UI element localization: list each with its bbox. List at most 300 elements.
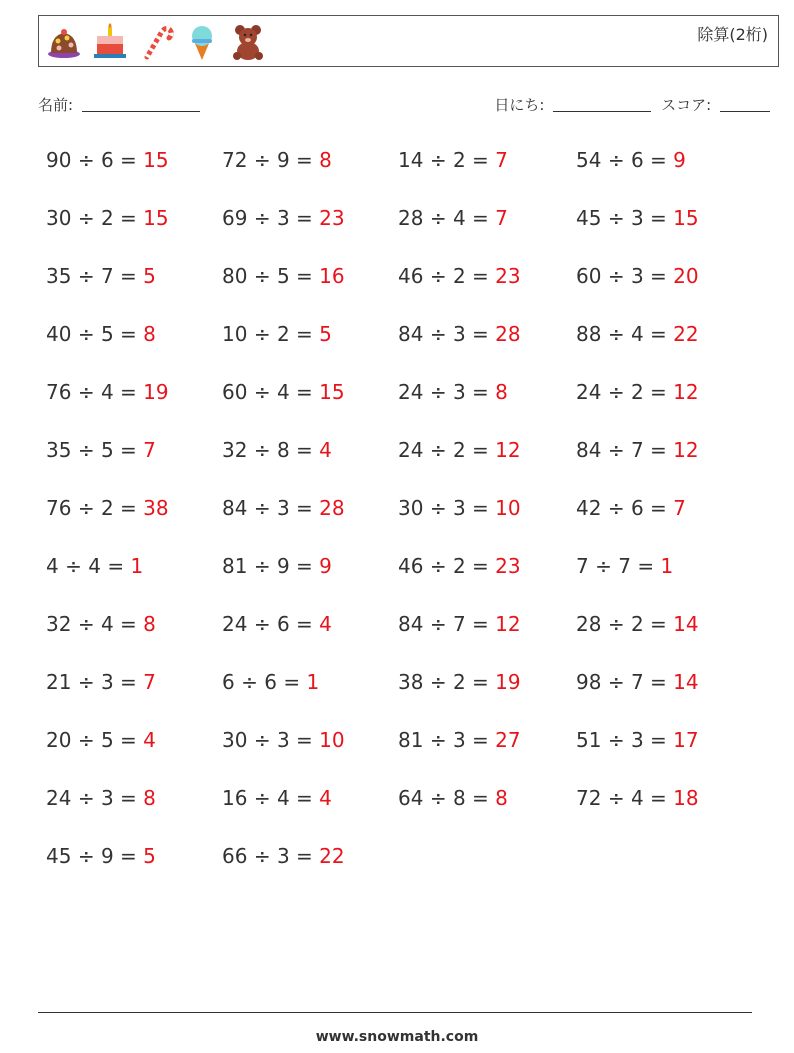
division-problem	[46, 322, 156, 346]
divide-sign: ÷	[429, 148, 447, 172]
dividend: 30	[398, 496, 424, 520]
divisor: 4	[276, 380, 290, 404]
equals-sign: =	[120, 844, 137, 868]
answer: 5	[143, 264, 156, 288]
equals-sign: =	[296, 438, 313, 462]
dividend: 54	[576, 148, 602, 172]
divide-sign: ÷	[241, 670, 258, 694]
equals-sign: =	[120, 322, 137, 346]
divide-sign: ÷	[253, 496, 271, 520]
divisor: 4	[630, 786, 644, 810]
answer: 12	[495, 612, 521, 636]
dividend: 4	[46, 554, 59, 578]
divisor: 3	[100, 786, 114, 810]
divide-sign: ÷	[77, 380, 95, 404]
divisor: 5	[276, 264, 290, 288]
equals-sign: =	[472, 380, 489, 404]
equals-sign: =	[650, 670, 667, 694]
divide-sign: ÷	[77, 728, 95, 752]
dividend: 72	[576, 786, 602, 810]
dividend: 88	[576, 322, 602, 346]
equals-sign: =	[650, 786, 667, 810]
division-problem	[46, 612, 156, 636]
dividend: 35	[46, 438, 72, 462]
division-problem	[398, 670, 521, 694]
answer: 16	[319, 264, 345, 288]
divisor: 4	[88, 554, 101, 578]
dividend: 84	[222, 496, 248, 520]
divide-sign: ÷	[253, 322, 271, 346]
dividend: 14	[398, 148, 424, 172]
dividend: 24	[46, 786, 72, 810]
equals-sign: =	[650, 496, 667, 520]
division-problem	[222, 206, 345, 230]
equals-sign: =	[296, 322, 313, 346]
divide-sign: ÷	[77, 496, 95, 520]
division-problem	[222, 496, 345, 520]
divisor: 3	[452, 380, 466, 404]
dividend: 46	[398, 264, 424, 288]
dividend: 21	[46, 670, 72, 694]
answer: 8	[319, 148, 332, 172]
divisor: 3	[100, 670, 114, 694]
divide-sign: ÷	[253, 844, 271, 868]
date-field	[494, 94, 651, 115]
answer: 19	[495, 670, 521, 694]
division-problem	[222, 148, 332, 172]
division-problem	[398, 206, 508, 230]
divide-sign: ÷	[77, 844, 95, 868]
equals-sign: =	[650, 438, 667, 462]
answer: 12	[495, 438, 521, 462]
equals-sign: =	[296, 844, 313, 868]
answer: 1	[130, 554, 144, 578]
answer: 7	[495, 206, 508, 230]
division-problem	[46, 670, 156, 694]
divide-sign: ÷	[429, 496, 447, 520]
dividend: 98	[576, 670, 602, 694]
divisor: 4	[630, 322, 644, 346]
divisor: 4	[100, 380, 114, 404]
divide-sign: ÷	[253, 728, 271, 752]
dividend: 6	[222, 670, 235, 694]
dividend: 35	[46, 264, 72, 288]
equals-sign: =	[120, 264, 137, 288]
answer: 23	[319, 206, 345, 230]
division-problem	[576, 322, 699, 346]
answer: 8	[143, 322, 156, 346]
divide-sign: ÷	[429, 264, 447, 288]
equals-sign: =	[472, 322, 489, 346]
division-problem	[222, 554, 332, 578]
equals-sign: =	[120, 148, 137, 172]
answer: 12	[673, 438, 699, 462]
divisor: 3	[630, 206, 644, 230]
division-problem	[398, 496, 521, 520]
answer: 4	[319, 438, 332, 462]
divide-sign: ÷	[429, 728, 447, 752]
answer: 8	[495, 786, 508, 810]
divide-sign: ÷	[607, 786, 625, 810]
dividend: 60	[576, 264, 602, 288]
divisor: 4	[276, 786, 290, 810]
divide-sign: ÷	[607, 670, 625, 694]
dividend: 42	[576, 496, 602, 520]
divide-sign: ÷	[607, 264, 625, 288]
divisor: 2	[452, 670, 466, 694]
divide-sign: ÷	[429, 322, 447, 346]
equals-sign: =	[296, 264, 313, 288]
dividend: 24	[576, 380, 602, 404]
equals-sign: =	[637, 554, 655, 578]
divide-sign: ÷	[77, 206, 95, 230]
divide-sign: ÷	[253, 786, 271, 810]
answer: 8	[143, 786, 156, 810]
division-problem	[222, 728, 345, 752]
equals-sign: =	[650, 612, 667, 636]
answer: 4	[143, 728, 156, 752]
divisor: 5	[100, 728, 114, 752]
division-problem	[398, 264, 521, 288]
equals-sign: =	[472, 728, 489, 752]
dividend: 20	[46, 728, 72, 752]
division-problem	[222, 264, 345, 288]
dividend: 80	[222, 264, 248, 288]
date-label: 日にち:	[494, 96, 545, 114]
equals-sign: =	[296, 728, 313, 752]
division-problem	[46, 554, 143, 578]
equals-sign: =	[107, 554, 125, 578]
division-problem	[398, 380, 508, 404]
worksheet-title: 除算(2桁)	[697, 25, 768, 44]
answer: 5	[143, 844, 156, 868]
divisor: 3	[452, 496, 466, 520]
divisor: 8	[452, 786, 466, 810]
divide-sign: ÷	[607, 322, 625, 346]
divisor: 2	[100, 496, 114, 520]
dividend: 90	[46, 148, 72, 172]
divide-sign: ÷	[77, 612, 95, 636]
division-problem	[576, 728, 699, 752]
dividend: 40	[46, 322, 72, 346]
equals-sign: =	[120, 786, 137, 810]
teddy-bear-icon	[229, 23, 267, 61]
dividend: 28	[398, 206, 424, 230]
divisor: 9	[100, 844, 114, 868]
divisor: 9	[276, 148, 290, 172]
division-problem	[398, 438, 521, 462]
divide-sign: ÷	[253, 148, 271, 172]
footer-url: www.snowmath.com	[315, 1029, 479, 1045]
division-problem	[576, 554, 673, 578]
divide-sign: ÷	[429, 380, 447, 404]
division-problem	[46, 844, 156, 868]
divisor: 2	[452, 264, 466, 288]
dividend: 84	[576, 438, 602, 462]
dividend: 72	[222, 148, 248, 172]
answer: 15	[143, 148, 169, 172]
answer: 28	[319, 496, 345, 520]
answer: 7	[143, 438, 156, 462]
equals-sign: =	[650, 322, 667, 346]
dividend: 76	[46, 380, 72, 404]
answer: 19	[143, 380, 169, 404]
division-problem	[576, 496, 686, 520]
answer: 15	[673, 206, 699, 230]
answer: 22	[319, 844, 345, 868]
answer: 17	[673, 728, 699, 752]
division-problem	[46, 786, 156, 810]
equals-sign: =	[120, 496, 137, 520]
answer: 23	[495, 554, 521, 578]
division-problem	[576, 206, 699, 230]
equals-sign: =	[120, 612, 137, 636]
equals-sign: =	[472, 496, 489, 520]
equals-sign: =	[472, 206, 489, 230]
answer: 7	[495, 148, 508, 172]
equals-sign: =	[472, 612, 489, 636]
divide-sign: ÷	[77, 264, 95, 288]
candy-cane-icon	[137, 23, 175, 61]
divisor: 6	[630, 496, 644, 520]
dividend: 84	[398, 612, 424, 636]
score-label: スコア:	[661, 96, 712, 114]
division-problem	[398, 786, 508, 810]
dividend: 51	[576, 728, 602, 752]
dividend: 28	[576, 612, 602, 636]
divisor: 9	[276, 554, 290, 578]
answer: 15	[319, 380, 345, 404]
divide-sign: ÷	[65, 554, 82, 578]
dividend: 45	[576, 206, 602, 230]
date-blank[interactable]	[553, 97, 651, 112]
answer: 20	[673, 264, 699, 288]
dividend: 16	[222, 786, 248, 810]
answer: 10	[495, 496, 521, 520]
ice-cream-icon	[183, 23, 221, 61]
dividend: 81	[398, 728, 424, 752]
division-problem	[46, 496, 169, 520]
dividend: 24	[222, 612, 248, 636]
division-problem	[576, 380, 699, 404]
divisor: 2	[276, 322, 290, 346]
answer: 38	[143, 496, 169, 520]
division-problem	[46, 728, 156, 752]
equals-sign: =	[296, 380, 313, 404]
answer: 14	[673, 612, 699, 636]
dividend: 66	[222, 844, 248, 868]
equals-sign: =	[650, 380, 667, 404]
worksheet-header	[38, 15, 779, 67]
divide-sign: ÷	[607, 612, 625, 636]
divide-sign: ÷	[77, 322, 95, 346]
dividend: 60	[222, 380, 248, 404]
divisor: 6	[630, 148, 644, 172]
equals-sign: =	[472, 438, 489, 462]
answer: 18	[673, 786, 699, 810]
equals-sign: =	[120, 438, 137, 462]
dividend: 81	[222, 554, 248, 578]
answer: 12	[673, 380, 699, 404]
divide-sign: ÷	[607, 438, 625, 462]
answer: 8	[495, 380, 508, 404]
answer: 5	[319, 322, 332, 346]
division-problem	[576, 612, 699, 636]
divisor: 3	[630, 728, 644, 752]
divisor: 6	[100, 148, 114, 172]
dividend: 10	[222, 322, 248, 346]
divide-sign: ÷	[77, 438, 95, 462]
divisor: 6	[264, 670, 277, 694]
name-blank[interactable]	[82, 97, 200, 112]
division-problem	[222, 786, 332, 810]
divisor: 7	[630, 670, 644, 694]
divisor: 3	[276, 844, 290, 868]
divide-sign: ÷	[429, 612, 447, 636]
dividend: 7	[576, 554, 589, 578]
division-problem	[46, 438, 156, 462]
footer-divider	[38, 1012, 752, 1013]
division-problem	[46, 264, 156, 288]
equals-sign: =	[472, 670, 489, 694]
divide-sign: ÷	[607, 148, 625, 172]
division-problem	[222, 612, 332, 636]
dividend: 46	[398, 554, 424, 578]
divisor: 8	[276, 438, 290, 462]
birthday-cake-icon	[91, 23, 129, 61]
answer: 7	[673, 496, 686, 520]
equals-sign: =	[650, 206, 667, 230]
equals-sign: =	[472, 554, 489, 578]
divide-sign: ÷	[253, 438, 271, 462]
division-problem	[576, 438, 699, 462]
dividend: 30	[222, 728, 248, 752]
dividend: 76	[46, 496, 72, 520]
dividend: 24	[398, 380, 424, 404]
divisor: 2	[452, 438, 466, 462]
divisor: 2	[630, 612, 644, 636]
divide-sign: ÷	[595, 554, 612, 578]
dividend: 32	[46, 612, 72, 636]
divide-sign: ÷	[77, 786, 95, 810]
dividend: 45	[46, 844, 72, 868]
score-field	[661, 94, 770, 115]
answer: 9	[673, 148, 686, 172]
equals-sign: =	[472, 786, 489, 810]
division-problem	[398, 728, 521, 752]
answer: 1	[306, 670, 320, 694]
division-problem	[398, 322, 521, 346]
divisor: 5	[100, 322, 114, 346]
divisor: 5	[100, 438, 114, 462]
dividend: 24	[398, 438, 424, 462]
equals-sign: =	[650, 148, 667, 172]
answer: 10	[319, 728, 345, 752]
divide-sign: ÷	[253, 206, 271, 230]
division-problem	[222, 844, 345, 868]
dividend: 32	[222, 438, 248, 462]
divisor: 3	[630, 264, 644, 288]
divide-sign: ÷	[429, 438, 447, 462]
divide-sign: ÷	[607, 728, 625, 752]
division-problem	[398, 612, 521, 636]
equals-sign: =	[296, 612, 313, 636]
division-problem	[46, 206, 169, 230]
equals-sign: =	[283, 670, 301, 694]
divisor: 3	[452, 728, 466, 752]
date-score-fields	[494, 94, 770, 115]
division-problem	[222, 670, 319, 694]
divide-sign: ÷	[253, 554, 271, 578]
divide-sign: ÷	[429, 786, 447, 810]
equals-sign: =	[296, 148, 313, 172]
equals-sign: =	[296, 786, 313, 810]
division-problem	[46, 380, 169, 404]
equals-sign: =	[296, 496, 313, 520]
answer: 4	[319, 786, 332, 810]
divide-sign: ÷	[253, 380, 271, 404]
answer: 7	[143, 670, 156, 694]
divisor: 3	[276, 206, 290, 230]
equals-sign: =	[120, 728, 137, 752]
divide-sign: ÷	[77, 148, 95, 172]
answer: 14	[673, 670, 699, 694]
divisor: 2	[630, 380, 644, 404]
answer: 9	[319, 554, 332, 578]
division-problem	[576, 670, 699, 694]
equals-sign: =	[120, 206, 137, 230]
answer: 4	[319, 612, 332, 636]
name-field	[38, 94, 200, 115]
divisor: 2	[452, 148, 466, 172]
dividend: 38	[398, 670, 424, 694]
divide-sign: ÷	[607, 206, 625, 230]
header-icons	[45, 22, 267, 62]
divisor: 3	[452, 322, 466, 346]
cake-icon	[45, 23, 83, 61]
equals-sign: =	[120, 670, 137, 694]
divisor: 7	[630, 438, 644, 462]
divide-sign: ÷	[429, 206, 447, 230]
answer: 1	[660, 554, 674, 578]
division-problem	[222, 380, 345, 404]
answer: 28	[495, 322, 521, 346]
answer: 15	[143, 206, 169, 230]
division-problem	[576, 264, 699, 288]
divisor: 6	[276, 612, 290, 636]
divisor: 7	[618, 554, 631, 578]
divisor: 3	[276, 496, 290, 520]
dividend: 69	[222, 206, 248, 230]
division-problem	[398, 554, 521, 578]
divisor: 7	[100, 264, 114, 288]
answer: 27	[495, 728, 521, 752]
divisor: 2	[100, 206, 114, 230]
divisor: 4	[100, 612, 114, 636]
division-problem	[222, 438, 332, 462]
division-problem	[46, 148, 169, 172]
divide-sign: ÷	[607, 380, 625, 404]
divide-sign: ÷	[429, 554, 447, 578]
divisor: 4	[452, 206, 466, 230]
score-blank[interactable]	[720, 97, 770, 112]
answer: 8	[143, 612, 156, 636]
equals-sign: =	[296, 206, 313, 230]
dividend: 30	[46, 206, 72, 230]
answer: 22	[673, 322, 699, 346]
divide-sign: ÷	[607, 496, 625, 520]
divide-sign: ÷	[77, 670, 95, 694]
